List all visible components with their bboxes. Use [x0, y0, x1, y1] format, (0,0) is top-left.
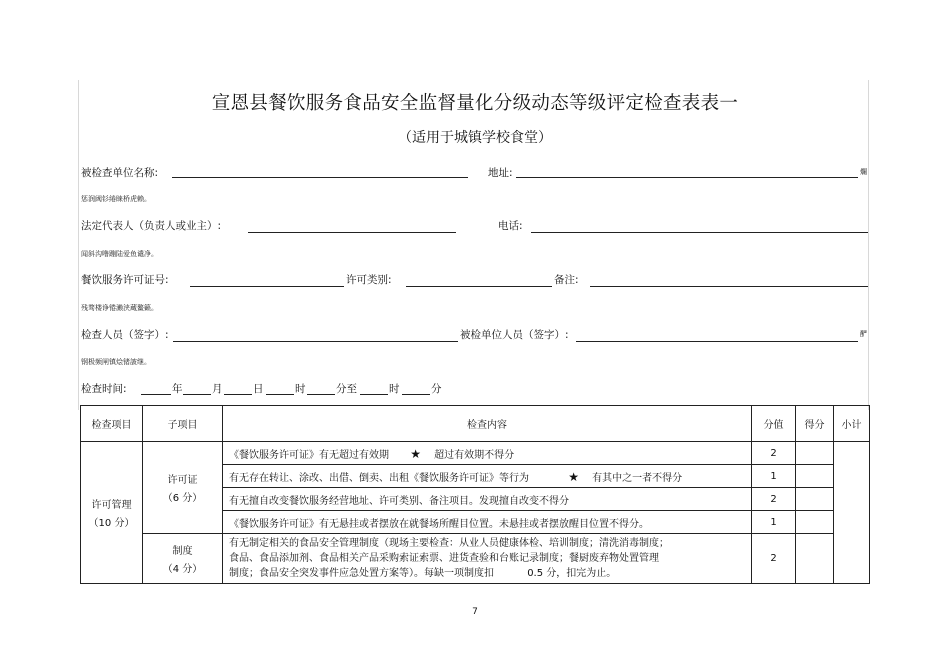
noise-text-1: 惩润阈钐绻睐桥虎赖。: [81, 195, 151, 203]
time-year-label: 年: [172, 383, 183, 395]
time-year-field[interactable]: [141, 393, 171, 395]
content-cell: 有无存在转让、涂改、出借、倒卖、出租《餐饮服务许可证》等行为 ★ 有其中之一者不得分: [223, 465, 752, 488]
noise-text-4: 钢极频闸镇烩锗詖继。: [81, 358, 151, 366]
noise-text-right-4: 酽: [860, 330, 867, 338]
subitem-cell-license: [143, 442, 223, 534]
page-number: 7: [472, 607, 478, 617]
time-minute-end-label: 分: [431, 383, 442, 395]
legal-rep-label: 法定代表人（负责人或业主）:: [81, 220, 222, 232]
time-minute-end-field[interactable]: [402, 393, 430, 395]
content-cell: 有无擅自改变餐饮服务经营地址、许可类别、备注项目。发现擅自改变不得分: [223, 488, 752, 511]
time-hour-end-field[interactable]: [360, 393, 388, 395]
subitem-cell-system: [143, 534, 223, 584]
table-row: [81, 442, 870, 465]
got-score-input[interactable]: [796, 488, 834, 511]
license-no-field[interactable]: [190, 285, 344, 287]
inspected-person-label: 被检单位人员（签字）:: [460, 329, 569, 341]
content-cell-multiline: 有无制定相关的食品安全管理制度（现场主要检查：从业人员健康体检、培训制度；清洗消毒制度； 食品、食品添加剂、食品相关产品采购索证索票、进货查验和台账记录制度；餐厨废弃物处置管理 制度；食品安全突发事件应急处置方案等）。每缺一项制度扣 0.5 分，扣完为止。: [223, 534, 752, 584]
got-score-input[interactable]: [796, 534, 834, 584]
content-cell: 《餐饮服务许可证》有无超过有效期 ★ 超过有效期不得分: [223, 442, 752, 465]
time-minute-start-field[interactable]: [307, 393, 335, 395]
score-cell: 2: [752, 442, 796, 465]
subitem-points: （4 分）: [162, 564, 203, 575]
address-field[interactable]: [516, 176, 858, 178]
time-month-label: 月: [212, 383, 223, 395]
got-score-input[interactable]: [796, 511, 834, 534]
content-cell: 《餐饮服务许可证》有无悬挂或者摆放在就餐场所醒目位置。未悬挂或者摆放醒目位置不得分。: [223, 511, 752, 534]
inspected-person-field[interactable]: [576, 340, 858, 342]
score-cell: 2: [752, 534, 796, 584]
star-icon: ★: [410, 446, 421, 461]
header-score: 分值: [752, 406, 796, 442]
item-cell-license-management: [81, 442, 143, 584]
noise-text-2: 闻斜沟噜蹦陆爱鱼谴净。: [81, 250, 158, 258]
time-hour-field[interactable]: [266, 393, 294, 395]
subitem-name: 制度: [172, 546, 193, 557]
got-score-input[interactable]: [796, 465, 834, 488]
score-cell: 2: [752, 488, 796, 511]
got-score-input[interactable]: [796, 442, 834, 465]
remark-label: 备注:: [554, 274, 579, 286]
table-header-row: [81, 406, 870, 442]
time-day-label: 日: [253, 383, 264, 395]
subtotal-cell[interactable]: [834, 442, 870, 584]
star-icon: ★: [568, 469, 579, 484]
time-minute-to-label: 分至: [336, 383, 357, 395]
phone-field[interactable]: [531, 231, 868, 233]
document-title: 宣恩县餐饮服务食品安全监督量化分级动态等级评定检查表表一: [211, 93, 739, 114]
time-hour-end-label: 时: [389, 383, 400, 395]
header-subitem: 子项目: [143, 406, 223, 442]
header-got: 得分: [796, 406, 834, 442]
subitem-points: （6 分）: [162, 493, 203, 504]
time-day-field[interactable]: [224, 393, 252, 395]
item-points: （10 分）: [88, 518, 135, 529]
subitem-name: 许可证: [167, 475, 198, 486]
unit-name-label: 被检查单位名称:: [81, 167, 159, 179]
noise-text-3: 残骛楼诤锩濑浃蔵鳌籁。: [81, 304, 158, 312]
header-subtotal: 小计: [834, 406, 870, 442]
unit-name-field[interactable]: [172, 176, 468, 178]
score-cell: 1: [752, 465, 796, 488]
address-label: 地址:: [488, 167, 513, 179]
time-label: 检查时间:: [81, 383, 127, 395]
time-month-field[interactable]: [183, 393, 211, 395]
license-type-field[interactable]: [406, 285, 552, 287]
score-cell: 1: [752, 511, 796, 534]
inspection-table: [80, 405, 870, 584]
license-no-label: 餐饮服务许可证号:: [81, 274, 169, 286]
item-name: 许可管理: [91, 500, 132, 511]
time-hour-label: 时: [295, 383, 306, 395]
header-content: 检查内容: [223, 406, 752, 442]
table-row: [81, 534, 870, 584]
license-type-label: 许可类别:: [346, 274, 392, 286]
legal-rep-field[interactable]: [248, 231, 456, 233]
phone-label: 电话:: [498, 220, 523, 232]
document-subtitle: （适用于城镇学校食堂）: [398, 130, 552, 146]
remark-field[interactable]: [590, 285, 868, 287]
inspector-field[interactable]: [173, 340, 458, 342]
inspector-label: 检查人员（签字）:: [81, 329, 169, 341]
header-item: 检查项目: [81, 406, 143, 442]
noise-text-right-1: 爛: [860, 168, 867, 176]
